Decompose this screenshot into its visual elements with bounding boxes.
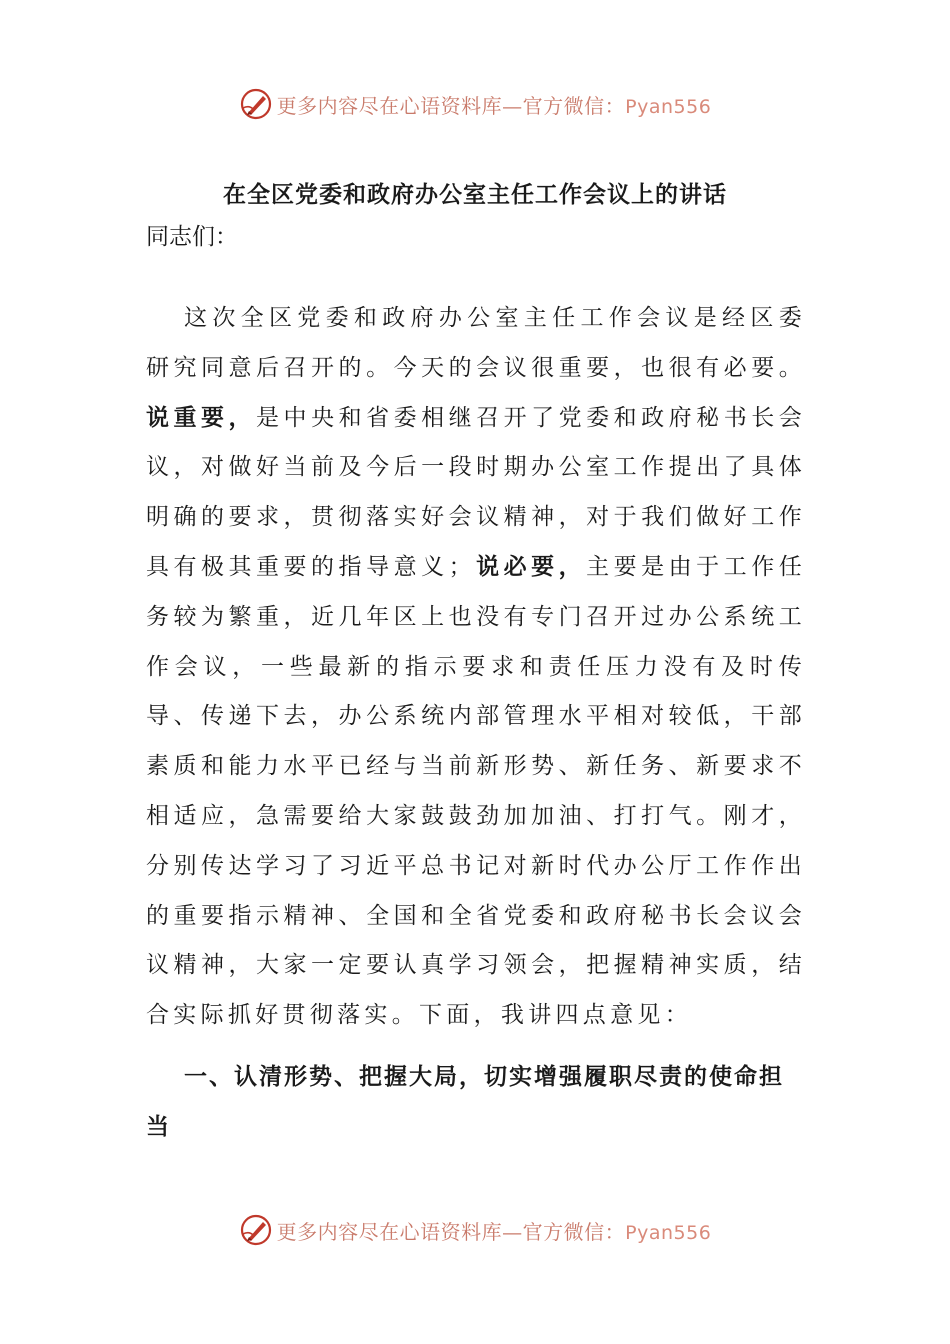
header-banner [0,84,950,124]
emphasis-necessary: 说必要， [475,553,587,580]
banner-text: 更多内容尽在心语资料库—官方微信：Pyan556 [276,1219,712,1244]
pen-logo-icon [239,87,273,121]
wechat-id: Pyan556 [625,95,712,118]
emphasis-important: 说重要， [146,404,257,431]
wechat-id: Pyan556 [625,1221,712,1244]
salutation: 同志们： [146,224,238,250]
banner-text: 更多内容尽在心语资料库—官方微信：Pyan556 [276,93,712,118]
body-paragraph: 这次全区党委和政府办公室主任工作会议是经区委研究同意后召开的。今天的会议很重要，也很有必要。说重要，是中央和省委相继召开了党委和政府秘书长会议，对做好当前及今后一段时期办公室工作提出了具体明确的要求，贯彻落实好会议精神，对于我们做好工作具有极其重要的指导意义；说必要，主要是由于工作任务较为繁重，近几年区上也没有专门召开过办公系统工作会议，一些最新的指示要求和责任压力没有及时传导、传递下去，办公系统内部管理水平相对较低，干部素质和能力水平已经与当前新形势、新任务、新要求不相适应，急需要给大家鼓鼓劲加加油、打打气。刚才，分别传达学习了习近平总书记对新时代办公厅工作作出的重要指示精神、全国和全省党委和政府秘书长会议会议精神，大家一定要认真学习领会，把握精神实质，结合实际抓好贯彻落实。下面，我讲四点意见： [146,305,807,1029]
section-heading: 一、认清形势、把握大局，切实增强履职尽责的使命担当 [146,1064,784,1140]
document-title: 在全区党委和政府办公室主任工作会议上的讲话 [223,182,727,208]
pen-logo-icon [239,1213,273,1247]
footer-banner [0,1210,950,1250]
